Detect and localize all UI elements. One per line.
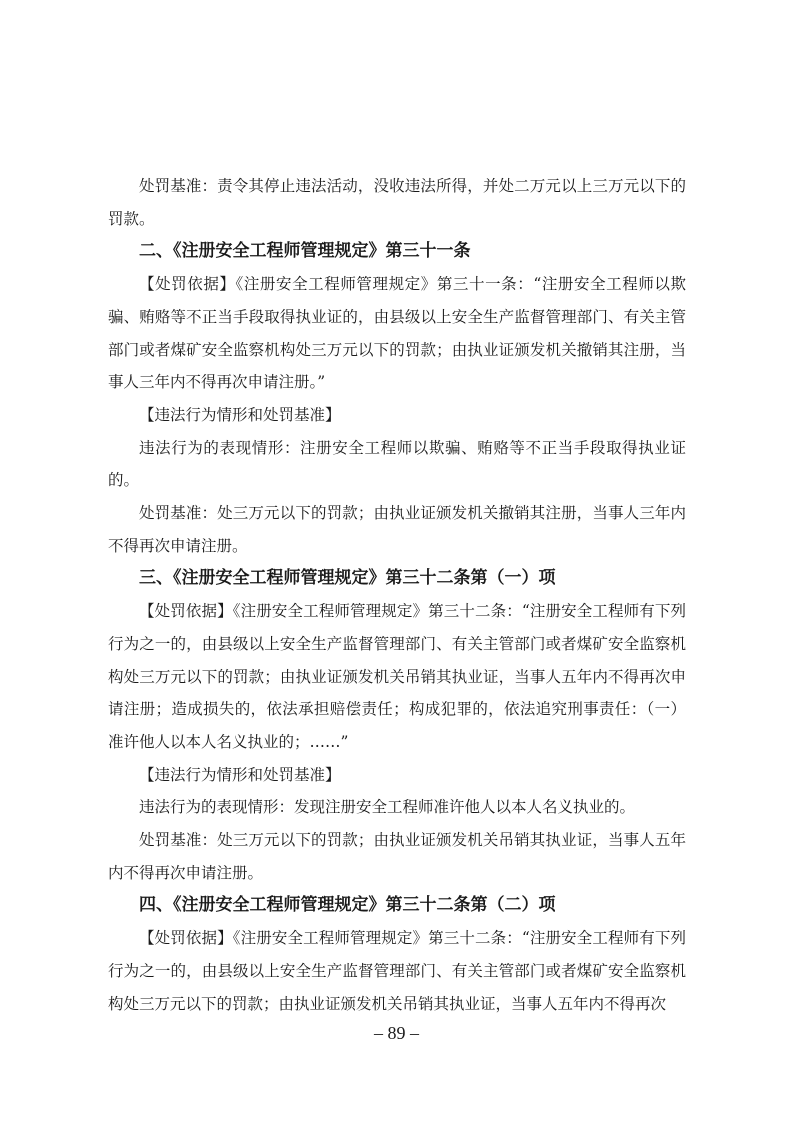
paragraph-violation-case: 违法行为的表现情形：发现注册安全工程师准许他人以本人名义执业的。 xyxy=(139,798,636,817)
paragraph-legal-basis: 【处罚依据】《注册安全工程师管理规定》第三十一条：“注册安全工程师以欺骗、贿赂等不正当手段取得执业证的，由县级以上安全生产监督管理部门、有关主管部门或者煤矿安全监察机构处三万元以下的罚款；由执业证颁发机关撤销其注册，当事人三年内不得再次申请注册。” xyxy=(108,275,686,392)
paragraph-penalty-standard: 处罚基准：处三万元以下的罚款；由执业证颁发机关吊销其执业证，当事人五年内不得再次申请注册。 xyxy=(108,831,686,882)
paragraph-penalty-standard: 处罚基准：处三万元以下的罚款；由执业证颁发机关撤销其注册，当事人三年内不得再次申请注册。 xyxy=(108,504,686,555)
paragraph-subheading: 【违法行为情形和处罚基准】 xyxy=(139,765,341,784)
section-heading-2: 二、《注册安全工程师管理规定》第三十一条 xyxy=(139,241,471,262)
paragraph-legal-basis: 【处罚依据】《注册安全工程师管理规定》第三十二条：“注册安全工程师有下列行为之一的，由县级以上安全生产监督管理部门、有关主管部门或者煤矿安全监察机构处三万元以下的罚款；由执业证颁发机关吊销其执业证，当事人五年内不得再次 xyxy=(108,929,686,1013)
section-heading-3: 三、《注册安全工程师管理规定》第三十二条第（一）项 xyxy=(139,568,556,589)
paragraph-legal-basis: 【处罚依据】《注册安全工程师管理规定》第三十二条：“注册安全工程师有下列行为之一的，由县级以上安全生产监督管理部门、有关主管部门或者煤矿安全监察机构处三万元以下的罚款；由执业证颁发机关吊销其执业证，当事人五年内不得再次申请注册；造成损失的，依法承担赔偿责任；构成犯罪的，依法追究刑事责任：（一）准许他人以本人名义执业的；……” xyxy=(108,602,686,751)
paragraph-subheading: 【违法行为情形和处罚基准】 xyxy=(139,405,341,424)
page-number: – 89 – xyxy=(374,1023,419,1043)
paragraph-violation-case: 违法行为的表现情形：注册安全工程师以欺骗、贿赂等不正当手段取得执业证的。 xyxy=(108,438,686,490)
section-heading-4: 四、《注册安全工程师管理规定》第三十二条第（二）项 xyxy=(139,895,556,916)
document-body xyxy=(108,170,686,1020)
paragraph-penalty-standard: 处罚基准：责令其停止违法活动，没收违法所得，并处二万元以上三万元以下的罚款。 xyxy=(108,177,686,228)
